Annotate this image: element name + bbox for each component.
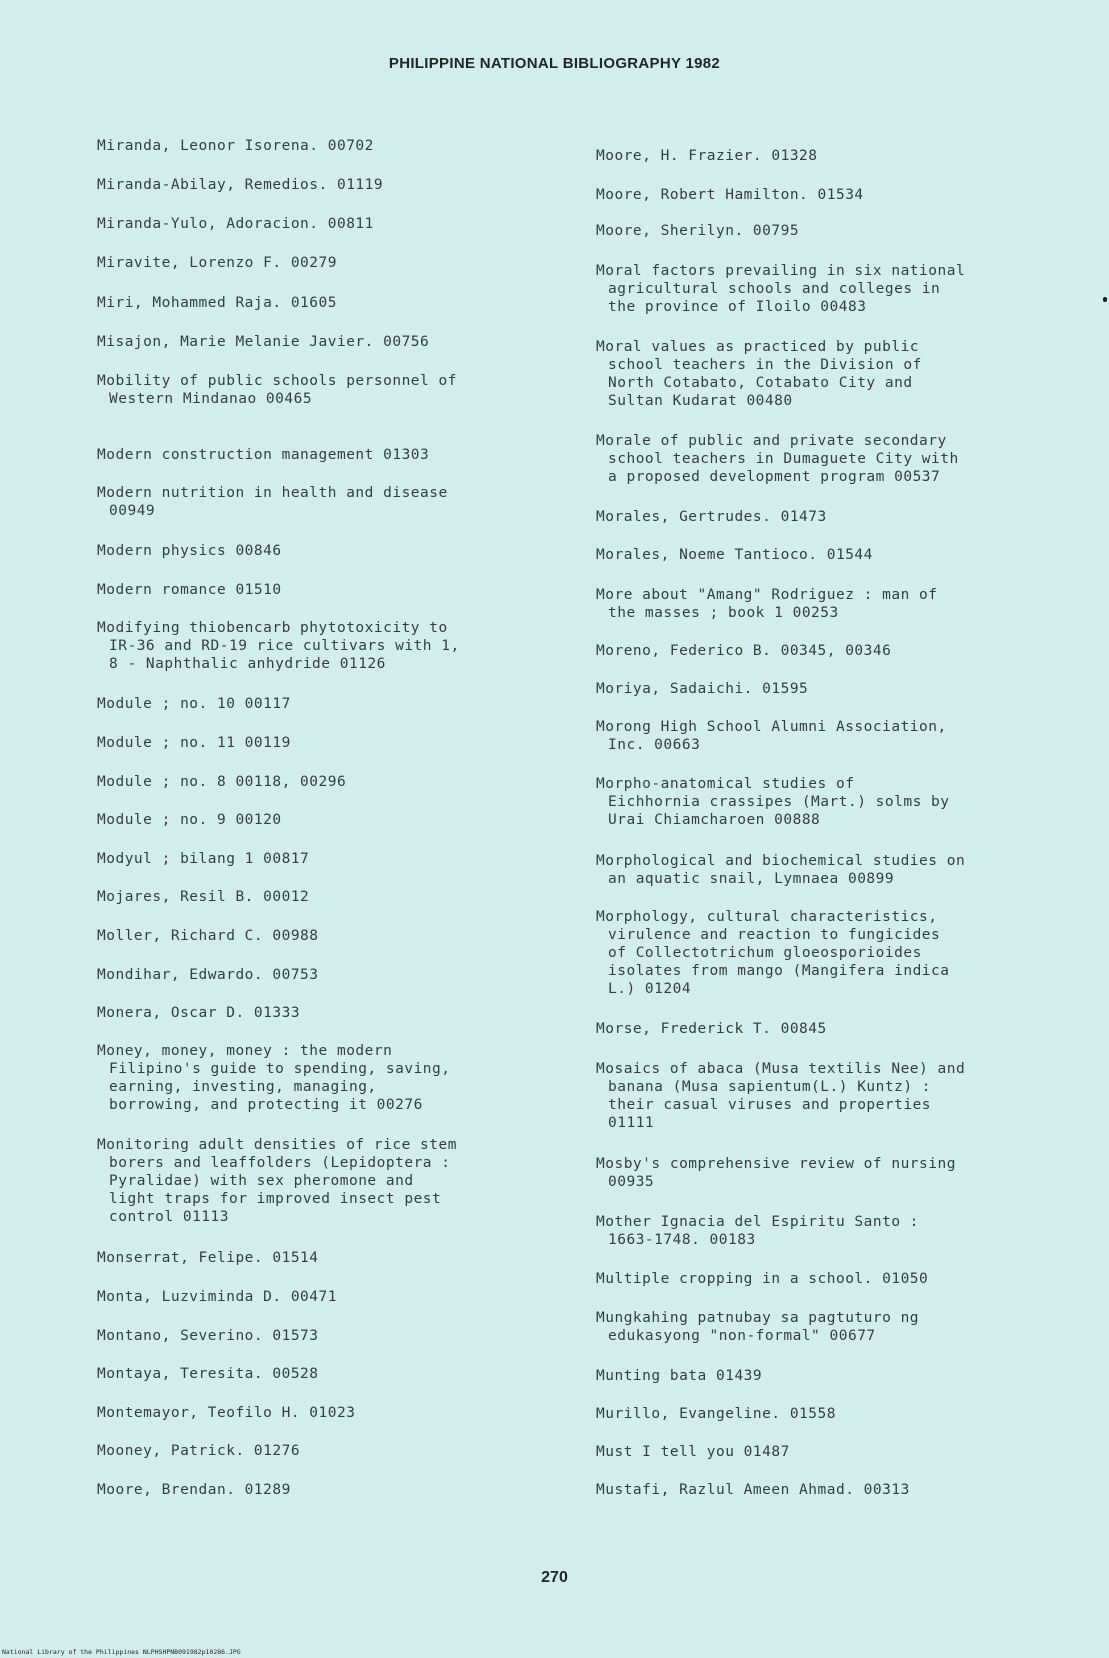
page-number: 270 <box>541 1569 568 1586</box>
index-entry: Misajon, Marie Melanie Javier. 00756 <box>97 334 430 350</box>
index-entry: More about "Amang" Rodriguez : man of the masses ; book 1 00253 <box>596 587 938 621</box>
index-entry: Money, money, money : the modern Filipino's guide to spending, saving, earning, investing, managing, borrowing, and protecting it 00276 <box>97 1043 451 1113</box>
index-entry: Mosby's comprehensive review of nursing 00935 <box>596 1156 956 1190</box>
index-entry: Morphological and biochemical studies on an aquatic snail, Lymnaea 00899 <box>596 853 966 887</box>
index-entry: Morales, Noeme Tantioco. 01544 <box>596 547 873 563</box>
index-entry: Moriya, Sadaichi. 01595 <box>596 681 809 697</box>
index-entry: Monitoring adult densities of rice stem borers and leaffolders (Lepidoptera : Pyralidae) with sex pheromone and light traps for improved insect pest control 01113 <box>97 1137 457 1225</box>
index-entry: Mojares, Resil B. 00012 <box>97 889 310 905</box>
index-entry: Modern construction management 01303 <box>97 447 430 463</box>
index-entry: Monta, Luzviminda D. 00471 <box>97 1289 337 1305</box>
index-entry: Multiple cropping in a school. 01050 <box>596 1271 929 1287</box>
index-entry: Montano, Severino. 01573 <box>97 1328 319 1344</box>
scan-mark <box>1103 297 1107 302</box>
index-entry: Monera, Oscar D. 01333 <box>97 1005 301 1021</box>
scan-footer: National Library of the Philippines NLPHSHPNB091982p10286.JPG <box>2 1648 241 1656</box>
index-entry: Modern physics 00846 <box>97 543 282 559</box>
index-entry: Mungkahing patnubay sa pagtuturo ng edukasyong "non-formal" 00677 <box>596 1310 920 1344</box>
index-entry: Morphology, cultural characteristics, virulence and reaction to fungicides of Collectotrichum gloeosporioides isolates from mango (Mangifera indica L.) 01204 <box>596 909 950 997</box>
page-header: PHILIPPINE NATIONAL BIBLIOGRAPHY 1982 <box>388 55 721 72</box>
index-entry: Moreno, Federico B. 00345, 00346 <box>596 643 892 659</box>
index-entry: Monserrat, Felipe. 01514 <box>97 1250 319 1266</box>
index-entry: Modern nutrition in health and disease 00949 <box>97 485 448 519</box>
index-entry: Munting bata 01439 <box>596 1368 763 1384</box>
index-entry: Miri, Mohammed Raja. 01605 <box>97 295 337 311</box>
index-entry: Miranda, Leonor Isorena. 00702 <box>97 138 374 154</box>
index-entry: Moral factors prevailing in six national agricultural schools and colleges in the province of Iloilo 00483 <box>596 263 966 315</box>
index-entry: Mooney, Patrick. 01276 <box>97 1443 301 1459</box>
index-entry: Modifying thiobencarb phytotoxicity to IR-36 and RD-19 rice cultivars with 1, 8 - Naphthalic anhydride 01126 <box>97 620 460 672</box>
index-entry: Montemayor, Teofilo H. 01023 <box>97 1405 356 1421</box>
index-entry: Modyul ; bilang 1 00817 <box>97 851 310 867</box>
index-entry: Moore, Robert Hamilton. 01534 <box>596 187 864 203</box>
index-entry: Morse, Frederick T. 00845 <box>596 1021 827 1037</box>
index-entry: Morale of public and private secondary school teachers in Dumaguete City with a proposed development program 00537 <box>596 433 959 485</box>
index-entry: Module ; no. 10 00117 <box>97 696 291 712</box>
index-entry: Moore, Brendan. 01289 <box>97 1482 291 1498</box>
index-entry: Miravite, Lorenzo F. 00279 <box>97 255 337 271</box>
index-entry: Morales, Gertrudes. 01473 <box>596 509 827 525</box>
index-entry: Mosaics of abaca (Musa textilis Nee) and banana (Musa sapientum(L.) Kuntz) : their casual viruses and properties 01111 <box>596 1061 966 1131</box>
index-entry: Moore, Sherilyn. 00795 <box>596 223 800 239</box>
index-entry: Murillo, Evangeline. 01558 <box>596 1406 836 1422</box>
index-entry: Module ; no. 11 00119 <box>97 735 291 751</box>
index-entry: Must I tell you 01487 <box>596 1444 790 1460</box>
index-entry: Moller, Richard C. 00988 <box>97 928 319 944</box>
index-entry: Modern romance 01510 <box>97 582 282 598</box>
index-entry: Moral values as practiced by public school teachers in the Division of North Cotabato, Cotabato City and Sultan Kudarat 00480 <box>596 339 922 409</box>
index-entry: Morpho-anatomical studies of Eichhornia crassipes (Mart.) solms by Urai Chiamcharoen 00888 <box>596 776 950 828</box>
index-entry: Mobility of public schools personnel of Western Mindanao 00465 <box>97 373 457 407</box>
index-entry: Miranda-Yulo, Adoracion. 00811 <box>97 216 374 232</box>
index-entry: Module ; no. 9 00120 <box>97 812 282 828</box>
index-entry: Mondihar, Edwardo. 00753 <box>97 967 319 983</box>
index-entry: Miranda-Abilay, Remedios. 01119 <box>97 177 384 193</box>
index-entry: Mustafi, Razlul Ameen Ahmad. 00313 <box>596 1482 910 1498</box>
index-entry: Module ; no. 8 00118, 00296 <box>97 774 347 790</box>
index-entry: Mother Ignacia del Espiritu Santo : 1663-1748. 00183 <box>596 1214 920 1248</box>
index-entry: Moore, H. Frazier. 01328 <box>596 148 818 164</box>
index-entry: Montaya, Teresita. 00528 <box>97 1366 319 1382</box>
index-entry: Morong High School Alumni Association, Inc. 00663 <box>596 719 947 753</box>
